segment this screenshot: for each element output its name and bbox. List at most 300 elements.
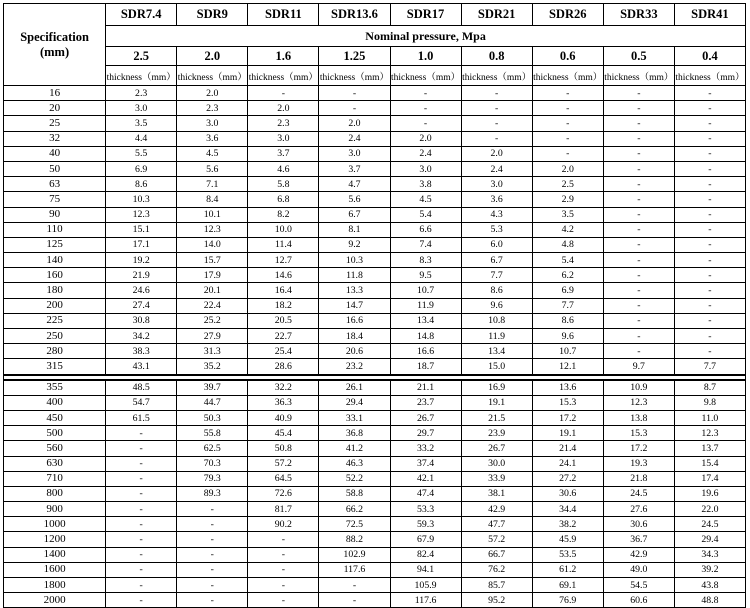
thickness-cell: - <box>603 86 674 101</box>
thickness-cell: - <box>603 329 674 344</box>
thickness-cell: 29.4 <box>674 532 745 547</box>
thickness-cell: 67.9 <box>390 532 461 547</box>
spec-size-cell: 710 <box>4 471 106 486</box>
thickness-cell: 69.1 <box>532 578 603 593</box>
thickness-cell: - <box>177 547 248 562</box>
table-row <box>4 441 746 456</box>
thickness-cell: 21.5 <box>461 410 532 425</box>
thickness-cell: 7.4 <box>390 237 461 252</box>
thickness-cell: 24.1 <box>532 456 603 471</box>
thickness-cell: 23.2 <box>319 359 390 375</box>
spec-size-cell: 75 <box>4 192 106 207</box>
pressure-value-cell: 2.0 <box>177 47 248 66</box>
thickness-cell: - <box>390 116 461 131</box>
thickness-cell: 2.0 <box>390 131 461 146</box>
thickness-cell: 2.3 <box>248 116 319 131</box>
spec-size-cell: 500 <box>4 426 106 441</box>
spec-size-cell: 1000 <box>4 517 106 532</box>
thickness-cell: 5.4 <box>532 253 603 268</box>
spec-size-cell: 1600 <box>4 562 106 577</box>
thickness-cell: 60.6 <box>603 593 674 608</box>
thickness-cell: - <box>674 101 745 116</box>
thickness-cell: 11.0 <box>674 410 745 425</box>
thickness-label-cell: thickness（mm） <box>532 66 603 86</box>
thickness-cell: 9.7 <box>603 359 674 375</box>
pressure-value-cell: 0.4 <box>674 47 745 66</box>
thickness-cell: 15.3 <box>532 395 603 410</box>
thickness-cell: 4.5 <box>177 146 248 161</box>
spec-size-cell: 125 <box>4 237 106 252</box>
thickness-cell: 8.6 <box>532 313 603 328</box>
thickness-cell: - <box>603 283 674 298</box>
nominal-pressure-row <box>4 26 746 47</box>
thickness-cell: 6.8 <box>248 192 319 207</box>
pressure-value-cell: 1.6 <box>248 47 319 66</box>
table-row <box>4 298 746 313</box>
spec-size-cell: 800 <box>4 486 106 501</box>
thickness-cell: 105.9 <box>390 578 461 593</box>
spec-size-cell: 315 <box>4 359 106 375</box>
thickness-cell: 19.1 <box>532 426 603 441</box>
thickness-cell: - <box>603 161 674 176</box>
thickness-cell: 32.2 <box>248 380 319 396</box>
thickness-cell: - <box>674 253 745 268</box>
thickness-cell: - <box>674 207 745 222</box>
thickness-cell: - <box>177 502 248 517</box>
thickness-cell: 8.6 <box>106 177 177 192</box>
thickness-cell: 4.7 <box>319 177 390 192</box>
thickness-cell: - <box>674 344 745 359</box>
thickness-cell: 17.2 <box>603 441 674 456</box>
thickness-cell: 38.1 <box>461 486 532 501</box>
thickness-cell: 2.3 <box>177 101 248 116</box>
thickness-cell: 14.6 <box>248 268 319 283</box>
thickness-cell: 31.3 <box>177 344 248 359</box>
thickness-cell: - <box>177 517 248 532</box>
thickness-cell: 19.6 <box>674 486 745 501</box>
spec-size-cell: 1200 <box>4 532 106 547</box>
thickness-cell: - <box>674 131 745 146</box>
specification-unit: (mm) <box>39 44 70 59</box>
specification-label: Specification <box>20 29 89 44</box>
thickness-cell: - <box>674 146 745 161</box>
thickness-cell: 45.9 <box>532 532 603 547</box>
thickness-cell: - <box>603 116 674 131</box>
thickness-cell: 3.5 <box>106 116 177 131</box>
thickness-cell: 3.0 <box>177 116 248 131</box>
thickness-cell: - <box>106 456 177 471</box>
thickness-cell: - <box>248 547 319 562</box>
thickness-cell: 81.7 <box>248 502 319 517</box>
thickness-cell: 117.6 <box>319 562 390 577</box>
thickness-cell: 6.9 <box>106 161 177 176</box>
thickness-cell: 15.4 <box>674 456 745 471</box>
thickness-cell: 18.7 <box>390 359 461 375</box>
thickness-cell: 3.0 <box>461 177 532 192</box>
thickness-cell: - <box>603 177 674 192</box>
thickness-cell: 12.3 <box>603 395 674 410</box>
thickness-cell: 47.4 <box>390 486 461 501</box>
thickness-cell: 2.4 <box>461 161 532 176</box>
thickness-label-cell: thickness（mm） <box>390 66 461 86</box>
thickness-cell: 85.7 <box>461 578 532 593</box>
thickness-cell: 7.7 <box>532 298 603 313</box>
thickness-cell: 43.8 <box>674 578 745 593</box>
thickness-cell: 38.2 <box>532 517 603 532</box>
thickness-cell: 17.4 <box>674 471 745 486</box>
thickness-cell: 18.2 <box>248 298 319 313</box>
thickness-cell: 34.2 <box>106 329 177 344</box>
pressure-value-cell: 0.6 <box>532 47 603 66</box>
thickness-cell: 21.8 <box>603 471 674 486</box>
thickness-cell: 5.5 <box>106 146 177 161</box>
thickness-cell: 64.5 <box>248 471 319 486</box>
thickness-cell: - <box>106 593 177 608</box>
thickness-cell: 61.5 <box>106 410 177 425</box>
thickness-cell: 5.6 <box>177 161 248 176</box>
thickness-cell: - <box>106 426 177 441</box>
thickness-cell: - <box>248 532 319 547</box>
spec-size-cell: 630 <box>4 456 106 471</box>
thickness-cell: 27.4 <box>106 298 177 313</box>
thickness-cell: 72.5 <box>319 517 390 532</box>
thickness-cell: 6.7 <box>461 253 532 268</box>
thickness-cell: - <box>461 86 532 101</box>
thickness-cell: 21.9 <box>106 268 177 283</box>
thickness-cell: 13.7 <box>674 441 745 456</box>
thickness-cell: - <box>106 486 177 501</box>
table-row <box>4 283 746 298</box>
table-row <box>4 146 746 161</box>
thickness-cell: - <box>248 86 319 101</box>
thickness-cell: 24.6 <box>106 283 177 298</box>
thickness-cell: 25.4 <box>248 344 319 359</box>
thickness-cell: - <box>390 101 461 116</box>
pressure-value-cell: 1.0 <box>390 47 461 66</box>
thickness-cell: 4.2 <box>532 222 603 237</box>
thickness-cell: 50.3 <box>177 410 248 425</box>
thickness-cell: 11.9 <box>390 298 461 313</box>
spec-size-cell: 16 <box>4 86 106 101</box>
thickness-label-cell: thickness（mm） <box>319 66 390 86</box>
table-row <box>4 471 746 486</box>
thickness-cell: 22.0 <box>674 502 745 517</box>
thickness-cell: 33.9 <box>461 471 532 486</box>
thickness-cell: - <box>106 471 177 486</box>
thickness-cell: 11.9 <box>461 329 532 344</box>
table-body <box>4 86 746 608</box>
thickness-cell: 59.3 <box>390 517 461 532</box>
thickness-cell: 70.3 <box>177 456 248 471</box>
thickness-cell: 61.2 <box>532 562 603 577</box>
thickness-cell: 13.3 <box>319 283 390 298</box>
thickness-cell: 66.2 <box>319 502 390 517</box>
table-container <box>3 3 746 608</box>
thickness-cell: - <box>461 131 532 146</box>
thickness-cell: 53.5 <box>532 547 603 562</box>
table-row <box>4 177 746 192</box>
thickness-cell: - <box>603 237 674 252</box>
thickness-cell: 7.7 <box>674 359 745 375</box>
thickness-cell: 17.1 <box>106 237 177 252</box>
thickness-cell: 49.0 <box>603 562 674 577</box>
thickness-cell: 10.0 <box>248 222 319 237</box>
table-row <box>4 237 746 252</box>
thickness-cell: 53.3 <box>390 502 461 517</box>
thickness-cell: 7.7 <box>461 268 532 283</box>
thickness-cell: 27.6 <box>603 502 674 517</box>
table-row <box>4 395 746 410</box>
table-row <box>4 161 746 176</box>
thickness-cell: 13.8 <box>603 410 674 425</box>
thickness-cell: 11.4 <box>248 237 319 252</box>
thickness-cell: 3.0 <box>248 131 319 146</box>
thickness-cell: 45.4 <box>248 426 319 441</box>
table-row <box>4 486 746 501</box>
thickness-cell: 82.4 <box>390 547 461 562</box>
thickness-cell: 54.5 <box>603 578 674 593</box>
table-row <box>4 86 746 101</box>
spec-size-cell: 200 <box>4 298 106 313</box>
thickness-label-cell: thickness（mm） <box>461 66 532 86</box>
thickness-cell: 6.7 <box>319 207 390 222</box>
thickness-cell: 12.7 <box>248 253 319 268</box>
thickness-cell: 3.8 <box>390 177 461 192</box>
thickness-cell: 23.9 <box>461 426 532 441</box>
thickness-cell: - <box>532 86 603 101</box>
spec-size-cell: 25 <box>4 116 106 131</box>
thickness-cell: 2.0 <box>461 146 532 161</box>
thickness-cell: 10.3 <box>319 253 390 268</box>
table-row <box>4 329 746 344</box>
thickness-cell: 26.7 <box>461 441 532 456</box>
thickness-cell: 14.7 <box>319 298 390 313</box>
thickness-cell: - <box>177 593 248 608</box>
thickness-label-cell: thickness（mm） <box>106 66 177 86</box>
thickness-cell: - <box>674 329 745 344</box>
thickness-cell: 4.8 <box>532 237 603 252</box>
thickness-cell: 17.9 <box>177 268 248 283</box>
table-row <box>4 426 746 441</box>
sdr-header-sdr41: SDR41 <box>674 4 745 26</box>
thickness-cell: 42.9 <box>461 502 532 517</box>
thickness-cell: 30.8 <box>106 313 177 328</box>
thickness-cell: - <box>603 268 674 283</box>
thickness-cell: - <box>674 116 745 131</box>
thickness-cell: 10.9 <box>603 380 674 396</box>
thickness-cell: 24.5 <box>674 517 745 532</box>
thickness-cell: - <box>106 532 177 547</box>
thickness-cell: 5.8 <box>248 177 319 192</box>
thickness-cell: 15.7 <box>177 253 248 268</box>
thickness-cell: 36.3 <box>248 395 319 410</box>
thickness-cell: 29.7 <box>390 426 461 441</box>
thickness-cell: - <box>674 177 745 192</box>
thickness-cell: 9.6 <box>461 298 532 313</box>
thickness-cell: 42.1 <box>390 471 461 486</box>
thickness-cell: 39.2 <box>674 562 745 577</box>
thickness-cell: - <box>461 101 532 116</box>
thickness-cell: 6.6 <box>390 222 461 237</box>
thickness-cell: 9.2 <box>319 237 390 252</box>
pressure-values-row <box>4 47 746 66</box>
thickness-cell: 20.5 <box>248 313 319 328</box>
thickness-cell: 9.8 <box>674 395 745 410</box>
thickness-cell: - <box>177 562 248 577</box>
thickness-cell: 4.3 <box>461 207 532 222</box>
spec-size-cell: 1400 <box>4 547 106 562</box>
thickness-cell: 16.4 <box>248 283 319 298</box>
thickness-cell: 26.7 <box>390 410 461 425</box>
pressure-value-cell: 2.5 <box>106 47 177 66</box>
thickness-cell: 10.8 <box>461 313 532 328</box>
thickness-cell: 43.1 <box>106 359 177 375</box>
thickness-cell: - <box>319 578 390 593</box>
thickness-cell: 13.4 <box>390 313 461 328</box>
thickness-cell: 9.6 <box>532 329 603 344</box>
thickness-label-cell: thickness（mm） <box>177 66 248 86</box>
thickness-cell: 3.0 <box>106 101 177 116</box>
thickness-cell: - <box>674 192 745 207</box>
thickness-cell: 42.9 <box>603 547 674 562</box>
thickness-cell: - <box>603 222 674 237</box>
table-row <box>4 517 746 532</box>
thickness-cell: 17.2 <box>532 410 603 425</box>
thickness-cell: - <box>532 131 603 146</box>
thickness-cell: 3.7 <box>248 146 319 161</box>
thickness-cell: 12.1 <box>532 359 603 375</box>
thickness-cell: 36.7 <box>603 532 674 547</box>
thickness-cell: 14.8 <box>390 329 461 344</box>
table-row <box>4 562 746 577</box>
thickness-cell: 35.2 <box>177 359 248 375</box>
spec-size-cell: 450 <box>4 410 106 425</box>
thickness-cell: - <box>674 298 745 313</box>
thickness-cell: 22.4 <box>177 298 248 313</box>
thickness-cell: 16.6 <box>319 313 390 328</box>
table-row <box>4 547 746 562</box>
table-row <box>4 131 746 146</box>
thickness-cell: 10.3 <box>106 192 177 207</box>
sdr-header-sdr7-4: SDR7.4 <box>106 4 177 26</box>
thickness-cell: 76.9 <box>532 593 603 608</box>
thickness-label-cell: thickness（mm） <box>674 66 745 86</box>
thickness-cell: 6.9 <box>532 283 603 298</box>
thickness-cell: 20.1 <box>177 283 248 298</box>
thickness-cell: 95.2 <box>461 593 532 608</box>
pressure-value-cell: 0.5 <box>603 47 674 66</box>
thickness-cell: - <box>674 237 745 252</box>
thickness-cell: 3.5 <box>532 207 603 222</box>
sdr-header-sdr33: SDR33 <box>603 4 674 26</box>
thickness-cell: - <box>603 131 674 146</box>
thickness-cell: 102.9 <box>319 547 390 562</box>
spec-size-cell: 140 <box>4 253 106 268</box>
thickness-cell: 6.2 <box>532 268 603 283</box>
spec-size-cell: 355 <box>4 380 106 396</box>
thickness-cell: 90.2 <box>248 517 319 532</box>
thickness-cell: 50.8 <box>248 441 319 456</box>
thickness-cell: 94.1 <box>390 562 461 577</box>
thickness-cell: - <box>603 253 674 268</box>
thickness-cell: 34.3 <box>674 547 745 562</box>
thickness-cell: 15.3 <box>603 426 674 441</box>
thickness-cell: 15.0 <box>461 359 532 375</box>
thickness-cell: 16.9 <box>461 380 532 396</box>
table-row <box>4 222 746 237</box>
thickness-cell: 8.2 <box>248 207 319 222</box>
spec-size-cell: 280 <box>4 344 106 359</box>
spec-size-cell: 32 <box>4 131 106 146</box>
thickness-cell: 62.5 <box>177 441 248 456</box>
thickness-cell: 52.2 <box>319 471 390 486</box>
thickness-cell: - <box>603 344 674 359</box>
thickness-cell: 7.1 <box>177 177 248 192</box>
thickness-cell: 15.1 <box>106 222 177 237</box>
thickness-cell: 66.7 <box>461 547 532 562</box>
thickness-cell: 28.6 <box>248 359 319 375</box>
pipe-specification-table <box>3 3 746 608</box>
thickness-cell: 21.4 <box>532 441 603 456</box>
thickness-cell: 5.3 <box>461 222 532 237</box>
spec-size-cell: 225 <box>4 313 106 328</box>
thickness-cell: 30.0 <box>461 456 532 471</box>
thickness-cell: 47.7 <box>461 517 532 532</box>
thickness-cell: 48.8 <box>674 593 745 608</box>
thickness-cell: - <box>106 547 177 562</box>
thickness-cell: - <box>177 532 248 547</box>
table-row <box>4 253 746 268</box>
thickness-cell: 10.1 <box>177 207 248 222</box>
thickness-cell: 2.4 <box>319 131 390 146</box>
thickness-cell: 2.4 <box>390 146 461 161</box>
thickness-cell: 88.2 <box>319 532 390 547</box>
thickness-cell: 58.8 <box>319 486 390 501</box>
thickness-cell: - <box>532 101 603 116</box>
spec-size-cell: 560 <box>4 441 106 456</box>
thickness-cell: 4.4 <box>106 131 177 146</box>
spec-size-cell: 1800 <box>4 578 106 593</box>
table-row <box>4 207 746 222</box>
thickness-cell: - <box>674 283 745 298</box>
pressure-value-cell: 1.25 <box>319 47 390 66</box>
spec-size-cell: 2000 <box>4 593 106 608</box>
thickness-cell: 11.8 <box>319 268 390 283</box>
thickness-cell: 79.3 <box>177 471 248 486</box>
thickness-cell: - <box>248 562 319 577</box>
thickness-cell: - <box>674 222 745 237</box>
spec-size-cell: 20 <box>4 101 106 116</box>
spec-size-cell: 400 <box>4 395 106 410</box>
nominal-pressure-label: Nominal pressure, Mpa <box>106 26 746 47</box>
thickness-cell: 16.6 <box>390 344 461 359</box>
thickness-cell: 23.7 <box>390 395 461 410</box>
thickness-cell: - <box>319 86 390 101</box>
thickness-cell: 24.5 <box>603 486 674 501</box>
thickness-cell: 29.4 <box>319 395 390 410</box>
table-row <box>4 456 746 471</box>
thickness-cell: 38.3 <box>106 344 177 359</box>
thickness-cell: 12.3 <box>674 426 745 441</box>
thickness-cell: 8.1 <box>319 222 390 237</box>
spec-size-cell: 90 <box>4 207 106 222</box>
thickness-cell: - <box>106 562 177 577</box>
thickness-cell: 30.6 <box>603 517 674 532</box>
thickness-cell: 2.3 <box>106 86 177 101</box>
sdr-header-sdr13-6: SDR13.6 <box>319 4 390 26</box>
thickness-cell: 3.0 <box>390 161 461 176</box>
thickness-cell: 36.8 <box>319 426 390 441</box>
